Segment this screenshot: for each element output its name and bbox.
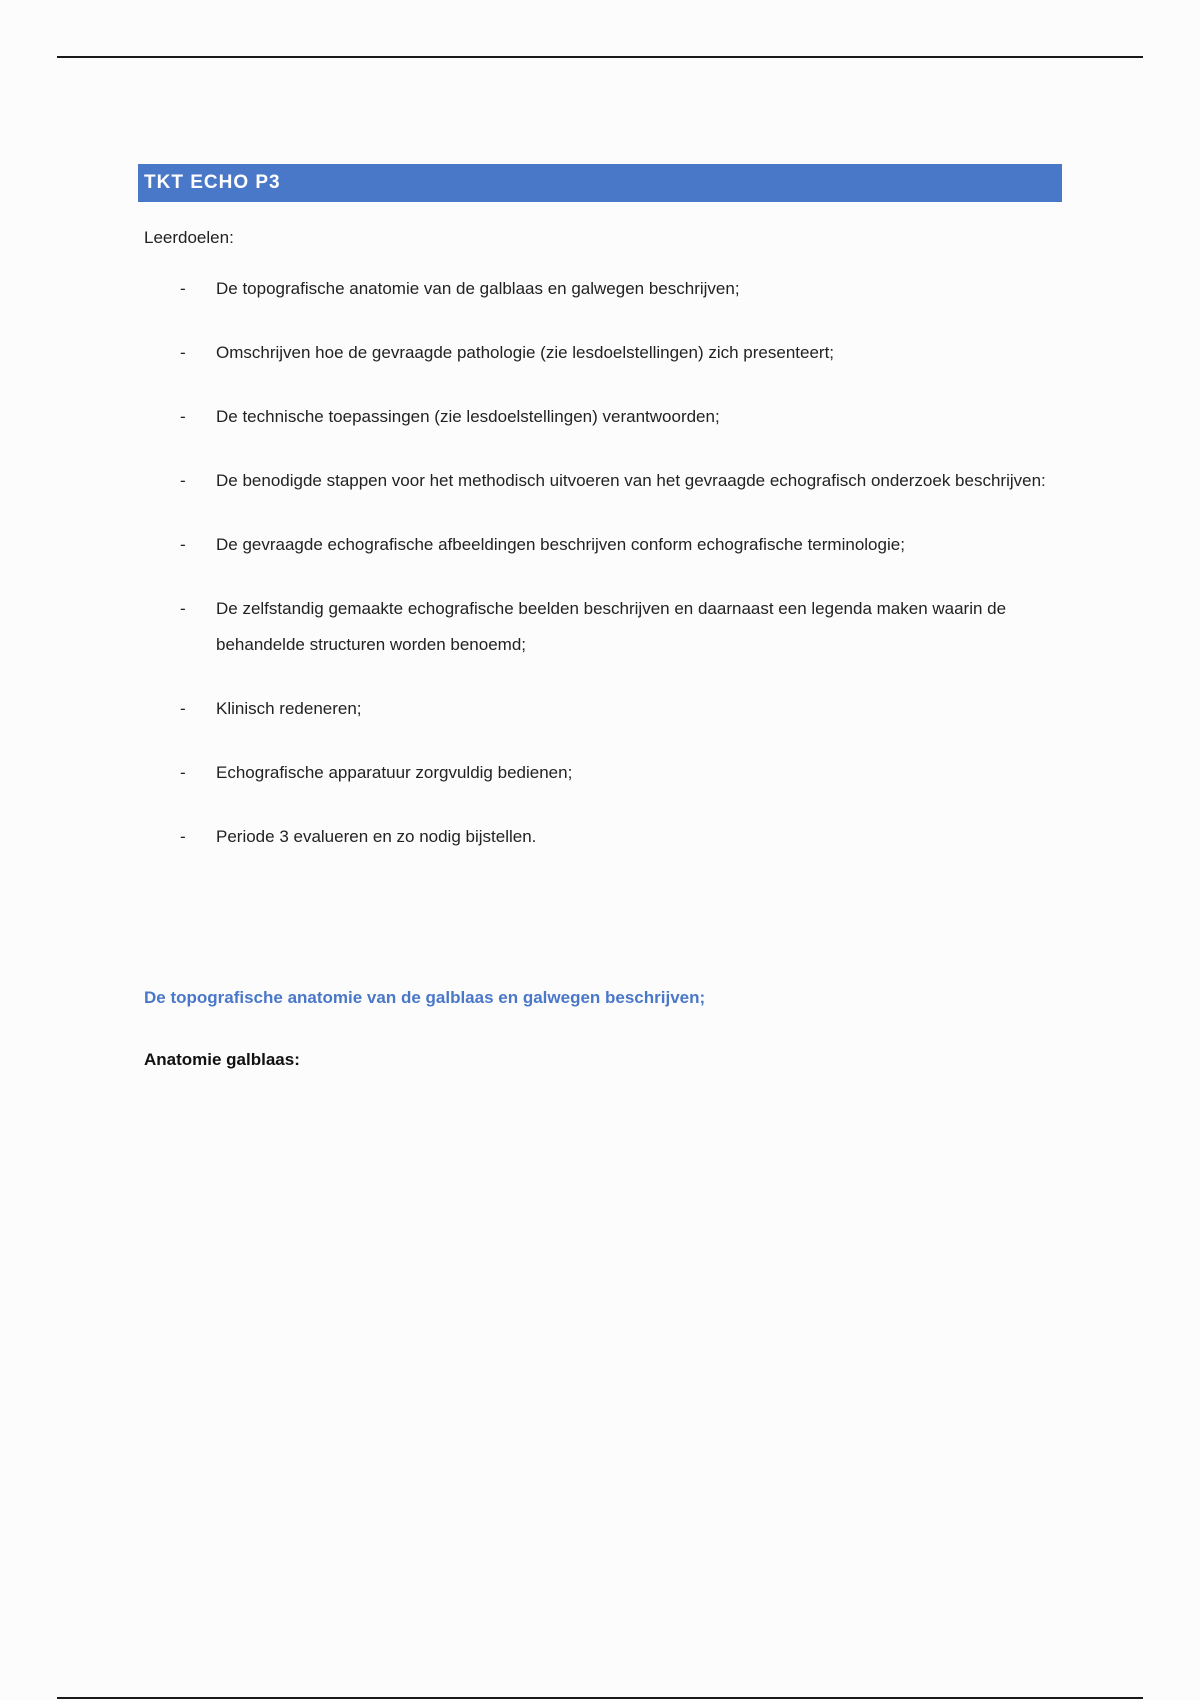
list-item-text: Echografische apparatuur zorgvuldig bedienen; <box>216 763 573 782</box>
bullet-dash: - <box>180 471 186 490</box>
list-item <box>138 591 1076 663</box>
list-item <box>138 527 1076 563</box>
list-item <box>138 271 1076 307</box>
list-item-text: Omschrijven hoe de gevraagde pathologie (zie lesdoelstellingen) zich presenteert; <box>216 343 835 362</box>
bullet-dash: - <box>180 763 186 782</box>
list-item <box>138 691 1076 727</box>
list-item <box>138 463 1076 499</box>
bullet-dash: - <box>180 279 186 298</box>
list-item-text: De topografische anatomie van de galblaas en galwegen beschrijven; <box>216 279 740 298</box>
bullet-dash: - <box>180 599 186 618</box>
document-body <box>138 164 1062 1073</box>
list-item <box>138 399 1076 435</box>
list-item-text: De gevraagde echografische afbeeldingen beschrijven conform echografische terminologie; <box>216 535 905 554</box>
list-item-text: De zelfstandig gemaakte echografische beelden beschrijven en daarnaast een legenda maken waarin de behandelde structuren worden benoemd; <box>216 599 1007 654</box>
sub-heading: Anatomie galblaas: <box>144 1050 300 1069</box>
list-item <box>138 335 1076 371</box>
list-item-text: De technische toepassingen (zie lesdoelstellingen) verantwoorden; <box>216 407 720 426</box>
list-item-text: De benodigde stappen voor het methodisch uitvoeren van het gevraagde echografisch onderzoek beschrijven: <box>216 471 1046 490</box>
bullet-dash: - <box>180 407 186 426</box>
list-item-text: Klinisch redeneren; <box>216 699 362 718</box>
learning-goals-label: Leerdoelen: <box>144 228 234 247</box>
section-heading: De topografische anatomie van de galblaas en galwegen beschrijven; <box>144 988 706 1007</box>
bullet-dash: - <box>180 699 186 718</box>
bullet-dash: - <box>180 535 186 554</box>
list-item-text: Periode 3 evalueren en zo nodig bijstellen. <box>216 827 537 846</box>
learning-goals-list <box>138 271 1062 855</box>
footer-rule <box>57 1697 1143 1699</box>
header-rule <box>57 56 1143 58</box>
bullet-dash: - <box>180 827 186 846</box>
document-title: TKT ECHO P3 <box>138 164 1062 202</box>
list-item <box>138 755 1076 791</box>
list-item <box>138 819 1076 855</box>
bullet-dash: - <box>180 343 186 362</box>
